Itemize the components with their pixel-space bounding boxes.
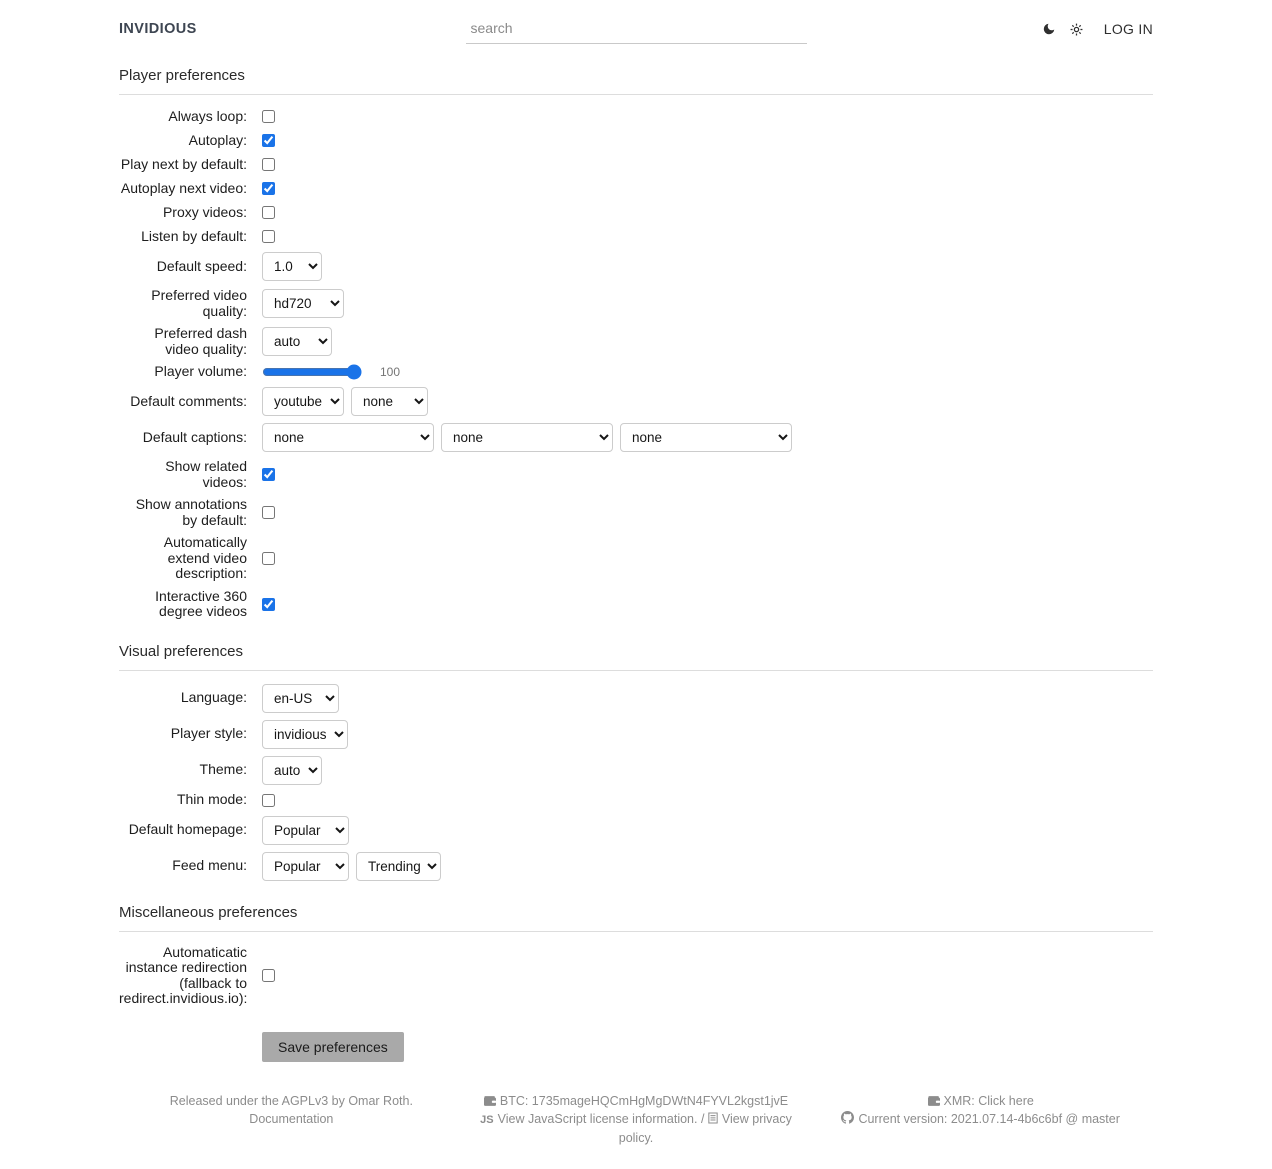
dash-quality-select[interactable] xyxy=(262,327,332,356)
save-preferences-button[interactable]: Save preferences xyxy=(262,1032,404,1062)
extend-description-checkbox[interactable] xyxy=(262,552,275,565)
default-comments-select-1[interactable] xyxy=(262,387,344,416)
pref-row-play-next xyxy=(119,156,1153,173)
footer-right xyxy=(808,1092,1153,1147)
version-link[interactable]: Current version: 2021.07.14-4b6c6bf @ master xyxy=(858,1111,1120,1126)
pref-row-player-volume xyxy=(119,364,1153,380)
play-next-checkbox[interactable] xyxy=(262,158,275,171)
video-quality-label: Preferred video quality: xyxy=(151,287,247,319)
thin-mode-label: Thin mode: xyxy=(176,791,247,808)
feed-menu-select-1[interactable] xyxy=(262,852,349,881)
default-comments-select-2[interactable] xyxy=(351,387,428,416)
default-speed-label: Default speed: xyxy=(156,257,247,274)
btc-wallet-icon xyxy=(484,1096,496,1106)
player-style-label: Player style: xyxy=(170,725,247,742)
play-next-label: Play next by default: xyxy=(120,155,247,172)
listen-default-label: Listen by default: xyxy=(141,227,247,244)
extend-description-label: Automatically extend video description: xyxy=(163,534,247,581)
pref-row-related-videos xyxy=(119,459,1153,490)
search-input[interactable] xyxy=(466,14,807,44)
player-volume-label: Player volume: xyxy=(154,363,247,380)
pref-row-autoplay xyxy=(119,132,1153,149)
navbar-left xyxy=(119,21,466,37)
video-quality-select[interactable] xyxy=(262,289,344,318)
navbar-search xyxy=(466,14,807,44)
version-line xyxy=(816,1110,1145,1128)
pref-row-default-speed xyxy=(119,252,1153,281)
pref-row-thin-mode xyxy=(119,792,1153,809)
annotations-checkbox[interactable] xyxy=(262,506,275,519)
player-volume-value: 100 xyxy=(380,365,401,379)
default-captions-select-3[interactable] xyxy=(620,423,792,452)
js-license-link[interactable]: View JavaScript license information. xyxy=(497,1111,698,1126)
github-icon xyxy=(841,1111,854,1124)
default-speed-select[interactable] xyxy=(262,252,322,281)
btc-address: BTC: 1735mageHQCmHgMgDWtN4FYVL2kgst1jvE xyxy=(499,1093,789,1108)
related-videos-label: Show related videos: xyxy=(165,458,247,490)
xmr-wallet-icon xyxy=(928,1096,940,1106)
default-homepage-select[interactable] xyxy=(262,816,349,845)
pref-row-annotations xyxy=(119,497,1153,528)
invidious-logo[interactable]: INVIDIOUS xyxy=(119,21,197,37)
pref-row-extend-description xyxy=(119,535,1153,582)
theme-label: Theme: xyxy=(199,761,247,778)
proxy-videos-checkbox[interactable] xyxy=(262,206,275,219)
documentation-link[interactable]: Documentation xyxy=(249,1111,334,1126)
default-captions-label: Default captions: xyxy=(142,428,247,445)
language-select[interactable] xyxy=(262,684,339,713)
always-loop-label: Always loop: xyxy=(168,107,247,124)
thin-mode-checkbox[interactable] xyxy=(262,794,275,807)
default-homepage-label: Default homepage: xyxy=(128,821,247,838)
pref-row-default-homepage xyxy=(119,816,1153,845)
pref-row-proxy-videos xyxy=(119,204,1153,221)
player-volume-slider[interactable] xyxy=(262,364,362,380)
js-privacy-line xyxy=(472,1110,801,1147)
pref-row-default-comments xyxy=(119,387,1153,416)
language-label: Language: xyxy=(180,689,247,706)
related-videos-checkbox[interactable] xyxy=(262,468,275,481)
pref-row-always-loop xyxy=(119,108,1153,125)
feed-menu-select-2[interactable] xyxy=(356,852,441,881)
misc-preferences-form xyxy=(119,945,1153,1062)
listen-default-checkbox[interactable] xyxy=(262,230,275,243)
pref-row-autoplay-next xyxy=(119,180,1153,197)
dash-quality-label: Preferred dash video quality: xyxy=(154,325,247,357)
xmr-click-here-link[interactable]: Click here xyxy=(978,1093,1034,1108)
dark-mode-toggle[interactable] xyxy=(1042,22,1056,36)
autoplay-next-label: Autoplay next video: xyxy=(120,179,247,196)
preferences-button[interactable] xyxy=(1069,22,1084,37)
gear-icon xyxy=(1069,22,1084,37)
pref-row-listen-default xyxy=(119,228,1153,245)
feed-menu-label: Feed menu: xyxy=(172,857,247,874)
javascript-icon: JS xyxy=(480,1113,494,1126)
page-footer xyxy=(119,1092,1153,1169)
privacy-policy-link[interactable]: View privacy policy. xyxy=(618,1111,792,1145)
player-style-select[interactable] xyxy=(262,720,348,749)
misc-preferences-heading: Miscellaneous preferences xyxy=(119,904,1153,932)
moon-icon xyxy=(1042,22,1056,36)
log-in-link[interactable]: LOG IN xyxy=(1103,21,1153,37)
pref-row-360-videos xyxy=(119,589,1153,620)
xmr-line xyxy=(816,1092,1145,1110)
default-captions-select-1[interactable] xyxy=(262,423,434,452)
theme-select[interactable] xyxy=(262,756,322,785)
visual-preferences-heading: Visual preferences xyxy=(119,643,1153,671)
footer-left xyxy=(119,1092,464,1147)
autoplay-next-checkbox[interactable] xyxy=(262,182,275,195)
separator: / xyxy=(697,1111,708,1126)
visual-preferences-form xyxy=(119,684,1153,881)
pref-row-auto-redirect xyxy=(119,945,1153,1007)
always-loop-checkbox[interactable] xyxy=(262,110,275,123)
pref-row-language xyxy=(119,684,1153,713)
pref-row-theme xyxy=(119,756,1153,785)
license-text: Released under the AGPLv3 by Omar Roth. xyxy=(169,1093,413,1108)
pref-row-feed-menu xyxy=(119,852,1153,881)
xmr-label: XMR: xyxy=(943,1093,979,1108)
auto-redirect-checkbox[interactable] xyxy=(262,969,275,982)
navbar-right xyxy=(807,21,1154,37)
footer-center xyxy=(464,1092,809,1147)
autoplay-label: Autoplay: xyxy=(188,131,247,148)
interactive-360-label: Interactive 360 degree videos xyxy=(155,587,247,619)
default-captions-select-2[interactable] xyxy=(441,423,613,452)
proxy-videos-label: Proxy videos: xyxy=(162,203,247,220)
auto-redirect-label: Automaticatic instance redirection (fallback to redirect.invidious.io): xyxy=(119,943,248,1006)
btc-line xyxy=(472,1092,801,1110)
page xyxy=(119,0,1153,1169)
autoplay-checkbox[interactable] xyxy=(262,134,275,147)
annotations-label: Show annotations by default: xyxy=(135,496,247,528)
player-preferences-heading: Player preferences xyxy=(119,67,1153,95)
top-navbar xyxy=(119,0,1153,44)
pref-row-dash-quality xyxy=(119,326,1153,357)
interactive-360-checkbox[interactable] xyxy=(262,598,275,611)
player-preferences-form xyxy=(119,108,1153,620)
pref-row-video-quality xyxy=(119,288,1153,319)
default-comments-label: Default comments: xyxy=(130,392,247,409)
pref-row-player-style xyxy=(119,720,1153,749)
document-icon xyxy=(708,1112,718,1124)
pref-row-default-captions xyxy=(119,423,1153,452)
